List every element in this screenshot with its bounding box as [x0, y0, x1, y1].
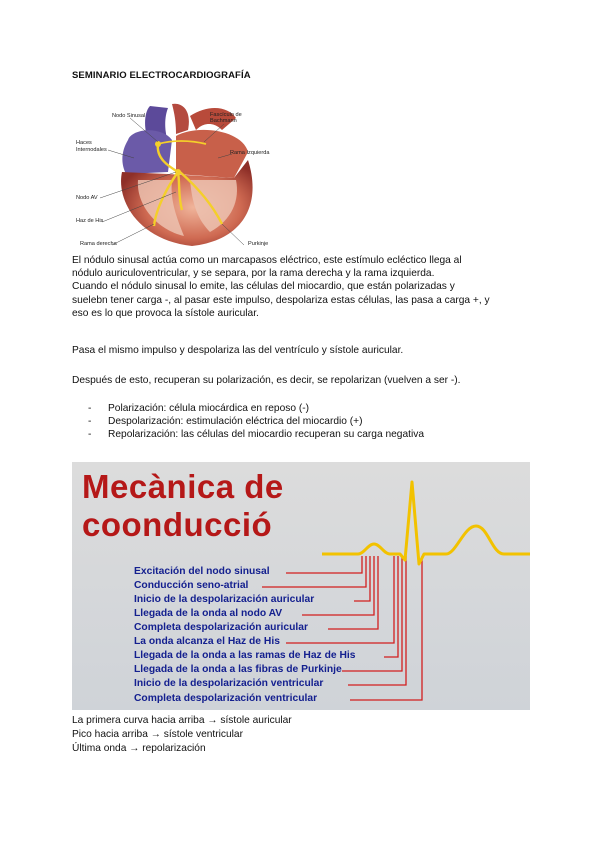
label-haces: Haces: [76, 140, 92, 146]
paragraph-repolarization: Después de esto, recuperan su polarización, es decir, se repolarizan (vuelven a ser -).: [72, 375, 461, 386]
paragraph-line: eso es lo que provoca la sístole auricular.: [72, 307, 259, 319]
mechanics-item: Excitación del nodo sinusal: [134, 566, 270, 577]
label-haz-his: Haz de His: [76, 218, 104, 224]
mechanics-item: Llegada de la onda a las ramas de Haz de His: [134, 650, 356, 661]
mechanics-item: Inicio de la despolarización ventricular: [134, 678, 324, 689]
bullet-marker: -: [88, 429, 92, 441]
list-item: - Repolarización: las células del miocardio recuperan su carga negativa: [88, 429, 424, 441]
mechanics-title-line1: Mecànica de: [82, 468, 284, 505]
label-purkinje: Purkinje: [248, 241, 269, 247]
mechanics-item: Conducción seno-atrial: [134, 580, 249, 591]
mechanics-item: Completa despolarización ventricular: [134, 693, 318, 704]
paragraph-ventricle: Pasa el mismo impulso y despolariza las del ventrículo y sístole auricular.: [72, 345, 404, 356]
heart-conduction-figure: [72, 100, 284, 252]
mechanics-item: Inicio de la despolarización auricular: [134, 594, 315, 605]
mechanics-item: Completa despolarización auricular: [134, 622, 308, 633]
ecg-line: [322, 482, 530, 564]
document-title: SEMINARIO ELECTROCARDIOGRAFÍA: [72, 70, 251, 81]
definitions-list: [88, 402, 424, 442]
summary-line: Pico hacia arriba → sístole ventricular: [72, 729, 243, 740]
label-rama-izquierda: Rama Izquierda: [230, 150, 270, 156]
list-item: - Polarización: célula miocárdica en reposo (-): [88, 403, 310, 414]
mechanics-item: Llegada de la onda al nodo AV: [134, 608, 283, 619]
mechanics-item: Llegada de la onda a las fibras de Purkinje: [134, 664, 342, 675]
summary-line: La primera curva hacia arriba → sístole auricular: [72, 715, 292, 726]
summary-line: Última onda → repolarización: [72, 743, 206, 754]
paragraph-line: suelebn tener carga -, al pasar este impulso, despolariza estas células, las pasa a carga +, y: [72, 294, 490, 306]
label-nodo-av: Nodo AV: [76, 195, 98, 201]
mechanics-item: La onda alcanza el Haz de His: [134, 636, 280, 647]
paragraph-line: El nódulo sinusal actúa como un marcapasos eléctrico, este estímulo ecléctico llega al: [72, 255, 462, 266]
label-nodo-sinusal: Nodo Sinusal: [112, 113, 146, 119]
label-haces-internodales: Internodales: [76, 147, 107, 153]
bullet-marker: -: [88, 416, 92, 428]
paragraph-line: nódulo auriculoventricular, y se separa, por la rama derecha y la rama izquierda.: [72, 268, 435, 280]
label-rama-derecha: Rama derecha: [80, 241, 117, 247]
mechanics-title-line2: coonducció: [82, 506, 273, 543]
list-item: - Despolarización: estimulación eléctrica del miocardio (+): [88, 416, 363, 428]
paragraph-line: Cuando el nódulo sinusal lo emite, las células del miocardio, que están polarizadas y: [72, 281, 455, 293]
label-fasciculo-bachmann: Fascículo de Bachmann: [210, 112, 242, 124]
bullet-marker: -: [88, 403, 92, 414]
paragraph-sinus-node: [72, 254, 542, 320]
conduction-mechanics-figure: [72, 462, 530, 710]
